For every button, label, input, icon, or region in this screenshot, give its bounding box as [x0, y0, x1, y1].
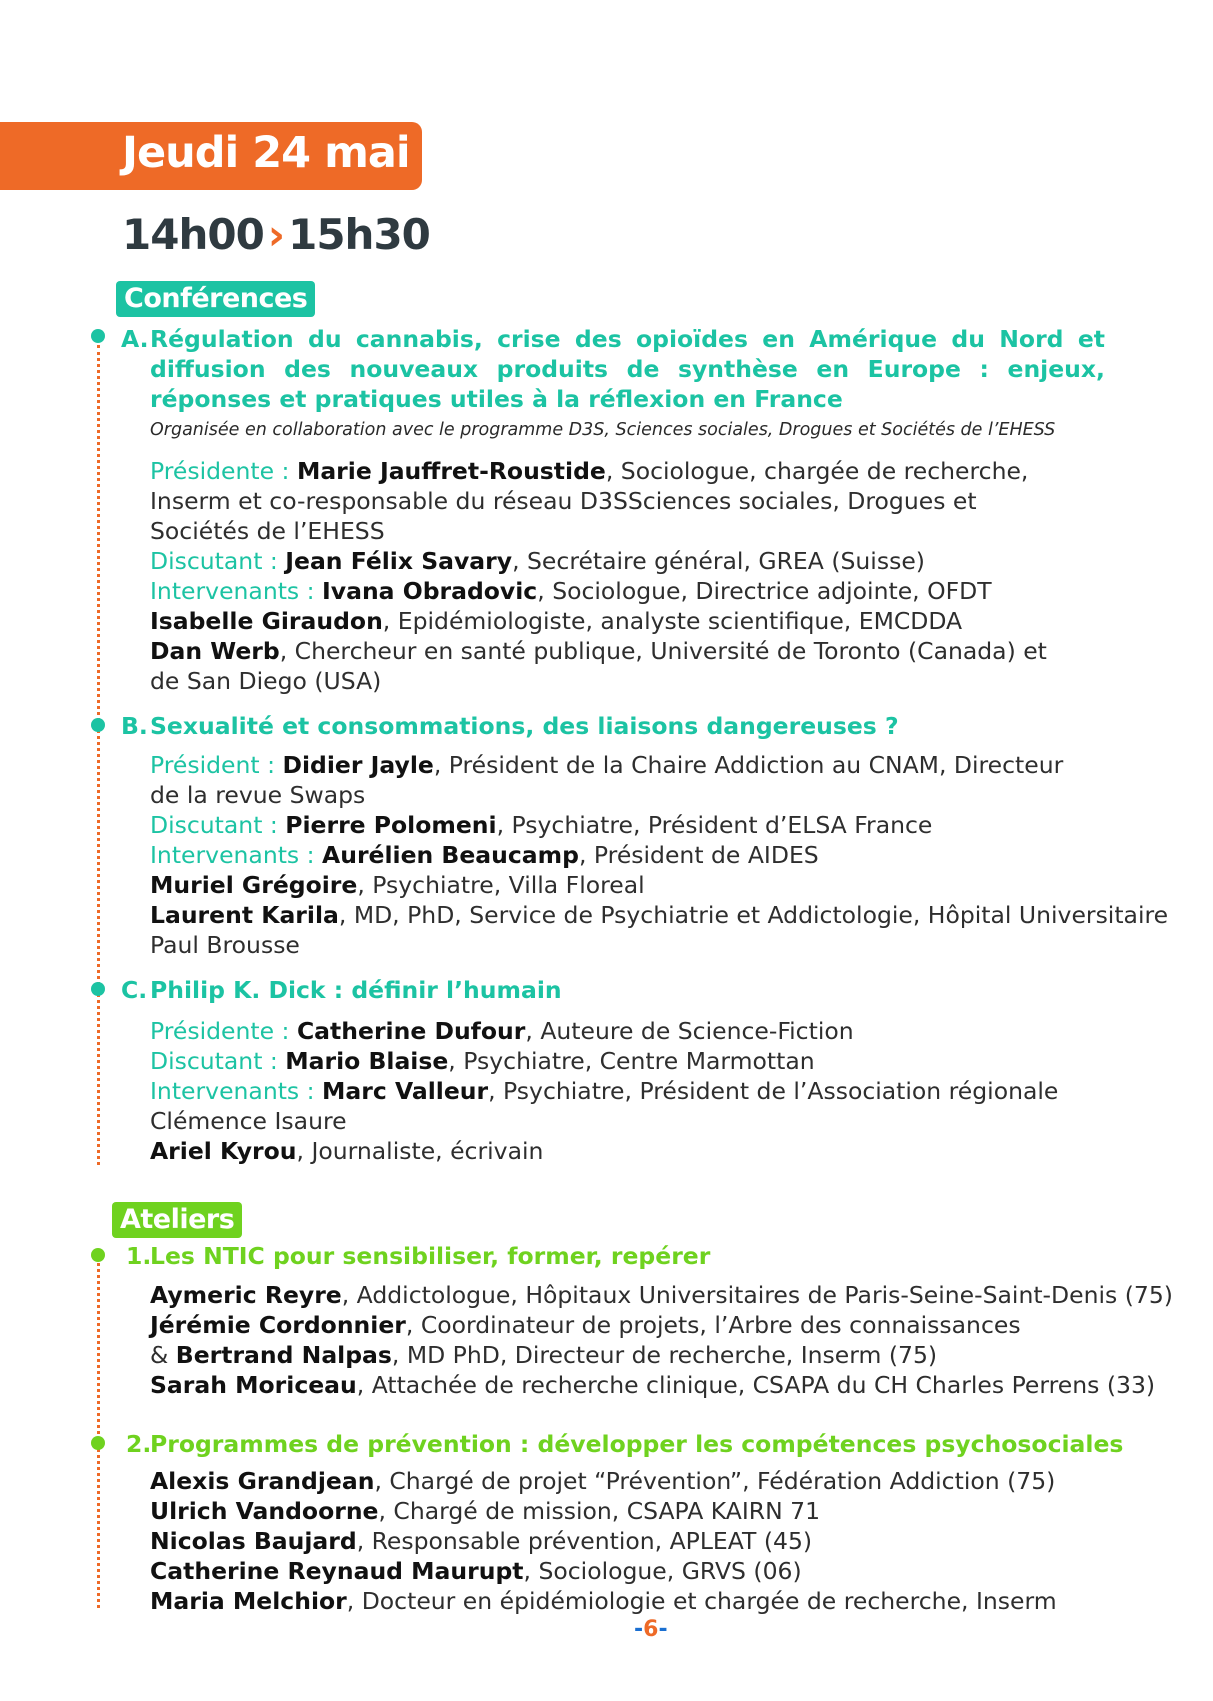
time-slot [122, 210, 430, 259]
session-title: A. Régulation du cannabis, crise des opioïdes en Amérique du Nord et diffusion des nouveaux produits de synthèse en Europe : enjeux, réponses et pratiques utiles à la réflexion en France [121, 325, 1105, 413]
speaker-line: Intervenants : Aurélien Beaucamp, Président de AIDES [150, 841, 819, 869]
speaker-line: Laurent Karila, MD, PhD, Service de Psychiatrie et Addictologie, Hôpital Universitaire [150, 901, 1169, 929]
session-letter: B. [121, 712, 148, 740]
speaker-line: Isabelle Giraudon, Epidémiologiste, analyste scientifique, EMCDDA [150, 607, 963, 635]
timeline-dot [91, 982, 105, 996]
atelier-number: 2. [126, 1430, 152, 1458]
time-start: 14h00 [122, 210, 264, 259]
day-tab [0, 122, 422, 190]
speaker-line: de San Diego (USA) [150, 667, 382, 695]
speaker-line: Discutant : Pierre Polomeni, Psychiatre, Président d’ELSA France [150, 811, 933, 839]
timeline-dot [91, 1436, 105, 1450]
session-letter: A. [121, 325, 149, 353]
section-ateliers: Ateliers [112, 1202, 242, 1238]
time-arrow-icon: › [267, 210, 285, 259]
speaker-line: Muriel Grégoire, Psychiatre, Villa Floreal [150, 871, 645, 899]
timeline-dot [91, 718, 105, 732]
day-title: Jeudi 24 mai [122, 128, 410, 178]
timeline-dot [91, 1248, 105, 1262]
speaker-line: Sociétés de l’EHESS [150, 517, 385, 545]
section-conferences: Conférences [116, 281, 315, 317]
speaker-line: Présidente : Catherine Dufour, Auteure de Science-Fiction [150, 1017, 854, 1045]
speaker-line: Sarah Moriceau, Attachée de recherche clinique, CSAPA du CH Charles Perrens (33) [150, 1371, 1156, 1399]
speaker-line: Intervenants : Ivana Obradovic, Sociologue, Directrice adjointe, OFDT [150, 577, 992, 605]
speaker-line: & Bertrand Nalpas, MD PhD, Directeur de recherche, Inserm (75) [150, 1341, 938, 1369]
speaker-line: Inserm et co-responsable du réseau D3SSciences sociales, Drogues et [150, 487, 977, 515]
time-end: 15h30 [288, 210, 430, 259]
speaker-line: Dan Werb, Chercheur en santé publique, Université de Toronto (Canada) et [150, 637, 1047, 665]
timeline-dotted [97, 345, 100, 1165]
speaker-line: Présidente : Marie Jauffret-Roustide, Sociologue, chargée de recherche, [150, 457, 1029, 485]
atelier-number: 1. [126, 1242, 152, 1270]
session-title: C. Philip K. Dick : définir l’humain [121, 976, 562, 1004]
speaker-line: Aymeric Reyre, Addictologue, Hôpitaux Universitaires de Paris-Seine-Saint-Denis (75) [150, 1281, 1173, 1309]
speaker-line: Nicolas Baujard, Responsable prévention, APLEAT (45) [150, 1527, 813, 1555]
timeline-dot [91, 329, 105, 343]
speaker-line: Alexis Grandjean, Chargé de projet “Prévention”, Fédération Addiction (75) [150, 1467, 1056, 1495]
session-title: B. Sexualité et consommations, des liaisons dangereuses ? [121, 712, 899, 740]
speaker-line: Jérémie Cordonnier, Coordinateur de projets, l’Arbre des connaissances [150, 1311, 1021, 1339]
timeline-dotted [97, 1258, 100, 1608]
speaker-line: Discutant : Mario Blaise, Psychiatre, Centre Marmottan [150, 1047, 815, 1075]
session-letter: C. [121, 976, 148, 1004]
speaker-line: de la revue Swaps [150, 781, 366, 809]
speaker-line: Discutant : Jean Félix Savary, Secrétaire général, GREA (Suisse) [150, 547, 925, 575]
speaker-line: Paul Brousse [150, 931, 300, 959]
speaker-line: Catherine Reynaud Maurupt, Sociologue, GRVS (06) [150, 1557, 802, 1585]
speaker-line: Intervenants : Marc Valleur, Psychiatre, Président de l’Association régionale [150, 1077, 1059, 1105]
speaker-line: Maria Melchior, Docteur en épidémiologie et chargée de recherche, Inserm [150, 1587, 1057, 1615]
speaker-line: Clémence Isaure [150, 1107, 347, 1135]
speaker-line: Ariel Kyrou, Journaliste, écrivain [150, 1137, 544, 1165]
page-number: -6- [634, 1617, 668, 1642]
atelier-title: 1. Les NTIC pour sensibiliser, former, repérer [126, 1242, 711, 1270]
speaker-line: Ulrich Vandoorne, Chargé de mission, CSAPA KAIRN 71 [150, 1497, 821, 1525]
speaker-line: Président : Didier Jayle, Président de la Chaire Addiction au CNAM, Directeur [150, 751, 1064, 779]
session-note: Organisée en collaboration avec le programme D3S, Sciences sociales, Drogues et Sociétés de l’EHESS [150, 420, 1056, 440]
atelier-title: 2. Programmes de prévention : développer les compétences psychosociales [126, 1430, 1124, 1458]
